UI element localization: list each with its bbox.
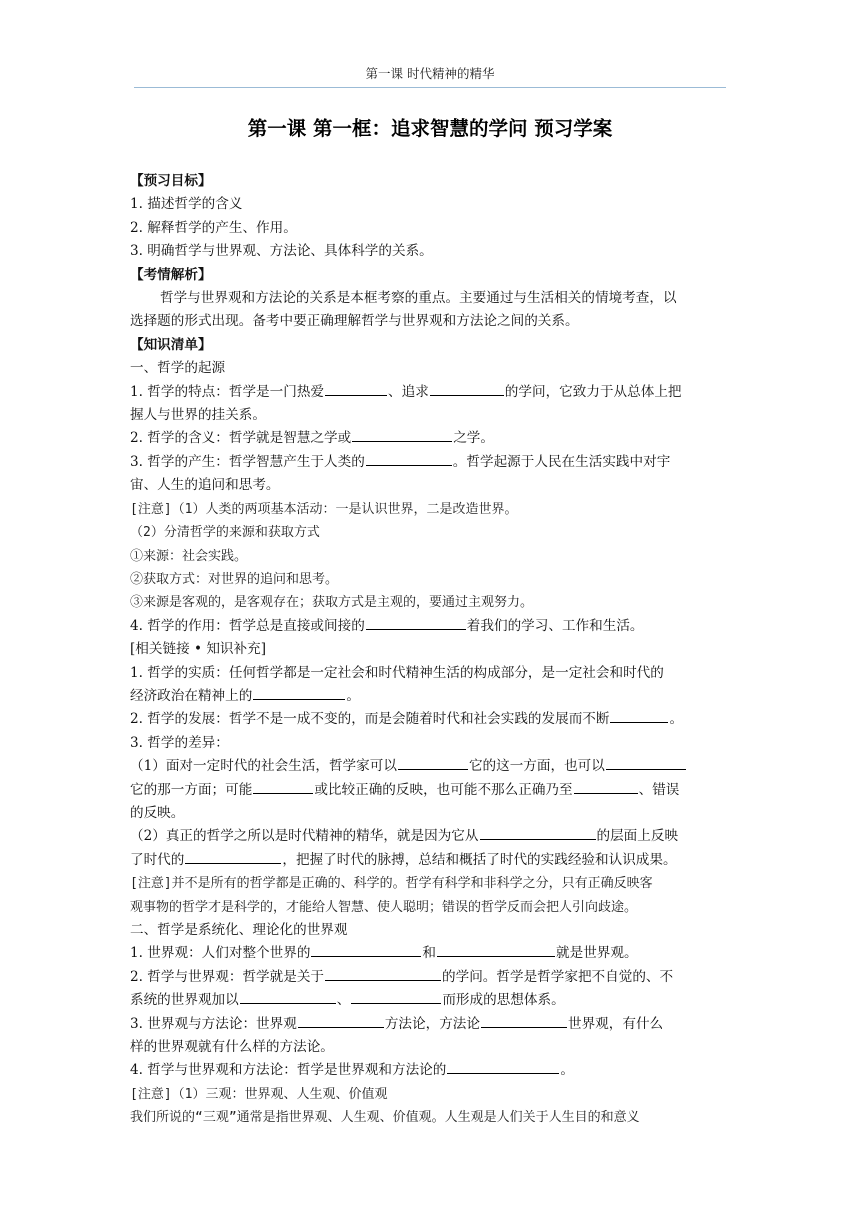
item-worldview-methodology: 3. 世界观与方法论：世界观 方法论，方法论 世界观，有什么 — [130, 1013, 730, 1036]
item-text: 1. 哲学的实质：任何哲学都是一定社会和时代精神生活的构成部分，是一定社会和时代的 — [130, 664, 664, 681]
section-heading-goals: 【预习目标】 — [130, 173, 212, 189]
item-philosophy-essence: 经济政治在精神上的 。 — [130, 685, 730, 708]
fill-blank[interactable] — [447, 1059, 559, 1074]
fill-blank[interactable] — [325, 381, 387, 396]
fill-blank[interactable] — [437, 942, 555, 957]
fill-blank[interactable] — [253, 779, 313, 794]
fill-blank[interactable] — [325, 966, 441, 981]
note-line: 我们所说的“三观”通常是指世界观、人生观、价值观。人生观是人们关于人生目的和意义 — [130, 1110, 640, 1126]
note-line: 观事物的哲学才是科学的，才能给人智慧、使人聪明；错误的哲学反而会把人引向歧途。 — [130, 899, 638, 915]
item-worldview: 1. 世界观：人们对整个世界的 和 就是世界观。 — [130, 942, 730, 965]
goal-item: 2. 解释哲学的产生、作用。 — [130, 219, 297, 236]
note-line: ①来源：社会实践。 — [130, 548, 248, 564]
fill-blank[interactable] — [352, 427, 452, 442]
analysis-paragraph: 选择题的形式出现。备考中要正确理解哲学与世界观和方法论之间的关系。 — [130, 313, 579, 330]
note-line: [注意]并不是所有的哲学都是正确的、科学的。哲学有科学和非科学之分，只有正确反映客 — [130, 876, 653, 892]
fill-blank[interactable] — [606, 755, 686, 770]
item-philosophy-development: 2. 哲学的发展：哲学不是一成不变的，而是会随着时代和社会实践的发展而不断 。 — [130, 708, 730, 731]
item-diff-1: （1）面对一定时代的社会生活，哲学家可以 它的这一方面，也可以 — [130, 755, 730, 778]
note-line: （2）分清哲学的来源和获取方式 — [130, 525, 320, 541]
note-line: ③来源是客观的，是客观存在；获取方式是主观的，要通过主观努力。 — [130, 595, 534, 611]
item-philosophy-differences: 3. 哲学的差异： — [130, 734, 229, 751]
fill-blank[interactable] — [240, 989, 336, 1004]
section-heading-knowledge-list: 【知识清单】 — [130, 336, 212, 353]
note-line: [注意]（1）三观：世界观、人生观、价值观 — [130, 1086, 388, 1102]
item-text: 宙、人生的追问和思考。 — [130, 477, 280, 494]
item-philosophy-origin: 3. 哲学的产生：哲学智慧产生于人类的 。哲学起源于人民在生活实践中对宇 — [130, 451, 730, 474]
related-links-heading: [相关链接 • 知识补充] — [130, 641, 267, 658]
item-philosophy-worldview: 2. 哲学与世界观：哲学就是关于 的学问。哲学是哲学家把不自觉的、不 — [130, 966, 730, 989]
fill-blank[interactable] — [311, 942, 421, 957]
document-title: 第一课 第一框：追求智慧的学问 预习学案 — [247, 117, 613, 140]
fill-blank[interactable] — [298, 1013, 384, 1028]
item-philosophy-features: 1. 哲学的特点：哲学是一门热爱 、追求 的学问，它致力于从总体上把 — [130, 381, 730, 404]
running-header: 第一课 时代精神的精华 — [365, 66, 495, 81]
fill-blank[interactable] — [481, 1013, 567, 1028]
item-diff-2-cont: 了时代的 ，把握了时代的脉搏，总结和概括了时代的实践经验和认识成果。 — [130, 849, 730, 872]
note-line: [注意]（1）人类的两项基本活动：一是认识世界，二是改造世界。 — [130, 501, 518, 517]
fill-blank[interactable] — [366, 451, 452, 466]
item-philosophy-role: 4. 哲学的作用：哲学总是直接或间接的 着我们的学习、工作和生活。 — [130, 615, 730, 638]
analysis-paragraph: 哲学与世界观和方法论的关系是本框考察的重点。主要通过与生活相关的情境考查，以 — [160, 290, 677, 307]
item-philosophy-worldview-cont: 系统的世界观加以 、 而形成的思想体系。 — [130, 989, 730, 1012]
item-philosophy-unity: 4. 哲学与世界观和方法论：哲学是世界观和方法论的 。 — [130, 1059, 730, 1082]
item-text: 的反映。 — [130, 804, 185, 821]
document-body — [130, 170, 730, 1130]
fill-blank[interactable] — [480, 825, 596, 840]
item-diff-1-cont: 它的那一方面；可能 或比较正确的反映，也可能不那么正确乃至 、错误 — [130, 779, 730, 802]
header-rule — [134, 87, 726, 88]
section-heading-analysis: 【考情解析】 — [130, 266, 212, 283]
item-philosophy-meaning: 2. 哲学的含义：哲学就是智慧之学或 之学。 — [130, 427, 730, 450]
goal-item: 1. 描述哲学的含义 — [130, 196, 243, 213]
item-text: 握人与世界的挂关系。 — [130, 407, 266, 424]
fill-blank[interactable] — [430, 381, 504, 396]
fill-blank[interactable] — [574, 779, 638, 794]
fill-blank[interactable] — [185, 849, 281, 864]
item-diff-2: （2）真正的哲学之所以是时代精神的精华，就是因为它从 的层面上反映 — [130, 825, 730, 848]
goal-item: 3. 明确哲学与世界观、方法论、具体科学的关系。 — [130, 243, 433, 260]
fill-blank[interactable] — [610, 708, 668, 723]
fill-blank[interactable] — [366, 615, 466, 630]
fill-blank[interactable] — [351, 989, 441, 1004]
fill-blank[interactable] — [398, 755, 468, 770]
part-heading-origin: 一、哲学的起源 — [130, 360, 226, 377]
fill-blank[interactable] — [253, 685, 345, 700]
item-text: 样的世界观就有什么样的方法论。 — [130, 1039, 334, 1056]
note-line: ②获取方式：对世界的追问和思考。 — [130, 571, 339, 587]
part-heading-worldview: 二、哲学是系统化、理论化的世界观 — [130, 922, 348, 938]
